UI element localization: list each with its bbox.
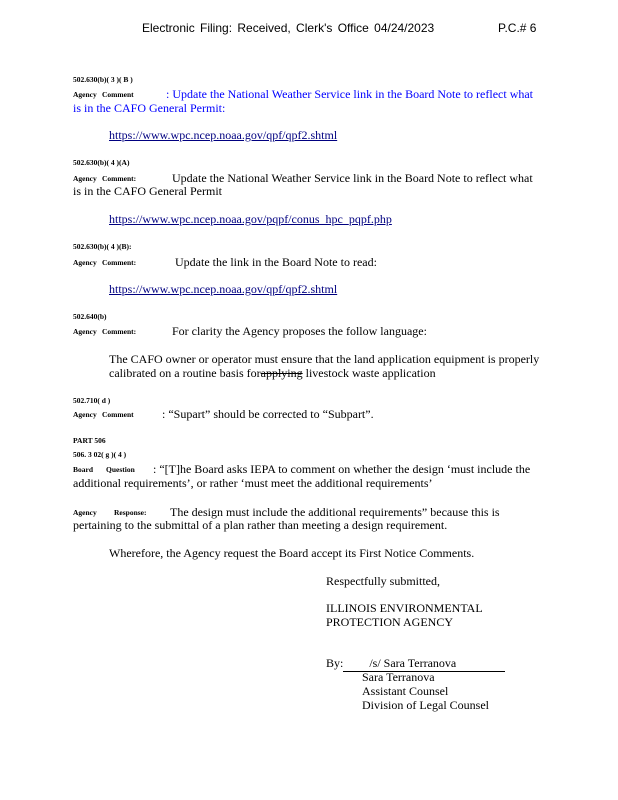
signer-title: Assistant Counsel [362, 684, 449, 698]
comment-label: Comment [102, 410, 134, 419]
comment-text: is in the CAFO General Permit [73, 184, 222, 198]
comment-text: Update the link in the Board Note to read: [175, 255, 377, 269]
comment-label: Comment: [102, 258, 137, 267]
board-label: Board [73, 465, 94, 474]
section-number: 502.710( d ) [73, 396, 111, 405]
noaa-link[interactable]: https://www.wpc.ncep.noaa.gov/pqpf/conus_hpc_pqpf.php [109, 212, 392, 226]
signer-name: Sara Terranova [362, 670, 435, 684]
noaa-link[interactable]: https://www.wpc.ncep.noaa.gov/qpf/qpf2.shtml [109, 282, 338, 296]
comment-label: Comment: [102, 174, 137, 183]
response-text: pertaining to the submittal of a plan rather than meeting a design requirement. [73, 518, 448, 532]
agency-label: Agency [73, 258, 97, 267]
part-heading: PART 506 [73, 436, 106, 445]
question-text: additional requirements’, or rather ‘must meet the additional requirements’ [73, 476, 433, 490]
proposed-language [109, 366, 436, 380]
section-number: 506. 3 02( g )( 4 ) [73, 450, 127, 459]
comment-text: For clarity the Agency proposes the follow language: [172, 324, 427, 338]
agency-label: Agency [73, 410, 97, 419]
closing-salutation: Respectfully submitted, [326, 574, 440, 588]
by-label: By: [326, 656, 344, 670]
comment-text: is in the CAFO General Permit: [73, 101, 226, 115]
section-number: 502.630(b)( 4 )(B): [73, 242, 132, 251]
filing-header: Electronic Filing: Received, Clerk's Office 04/24/2023 [142, 21, 435, 35]
comment-text: Update the National Weather Service link in the Board Note to reflect what [172, 171, 533, 185]
section-number: 502.630(b)( 4 )(A) [73, 158, 130, 167]
comment-label: Comment [102, 90, 134, 99]
organization-name: PROTECTION AGENCY [326, 615, 454, 629]
question-text: : “[T]he Board asks IEPA to comment on whether the design ‘must include the [153, 462, 531, 476]
comment-text: : Update the National Weather Service link in the Board Note to reflect what [166, 87, 534, 101]
proposed-language-text: calibrated on a routine basis for [109, 366, 261, 380]
agency-label: Agency [73, 327, 97, 336]
response-text: The design must include the additional requirements” because this is [170, 505, 500, 519]
page-code: P.C.# 6 [498, 21, 537, 35]
proposed-language: The CAFO owner or operator must ensure that the land application equipment is properly [109, 352, 540, 366]
proposed-language-text: livestock waste application [302, 366, 436, 380]
noaa-link[interactable]: https://www.wpc.ncep.noaa.gov/qpf/qpf2.shtml [109, 128, 338, 142]
agency-label: Agency [73, 90, 97, 99]
wherefore-paragraph: Wherefore, the Agency request the Board accept its First Notice Comments. [109, 546, 475, 560]
section-number: 502.640(b) [73, 312, 107, 321]
organization-name: ILLINOIS ENVIRONMENTAL [326, 601, 483, 615]
comment-text: : “Supart” should be corrected to “Subpart”. [162, 407, 374, 421]
signer-division: Division of Legal Counsel [362, 698, 489, 712]
comment-label: Comment: [102, 327, 137, 336]
struck-text: applying [260, 366, 303, 380]
question-label: Question [106, 465, 135, 474]
section-number: 502.630(b)( 3 )( B ) [73, 75, 133, 84]
response-label: Response: [114, 508, 147, 517]
agency-label: Agency [73, 508, 97, 517]
electronic-signature: /s/ Sara Terranova [343, 657, 505, 672]
agency-label: Agency [73, 174, 97, 183]
